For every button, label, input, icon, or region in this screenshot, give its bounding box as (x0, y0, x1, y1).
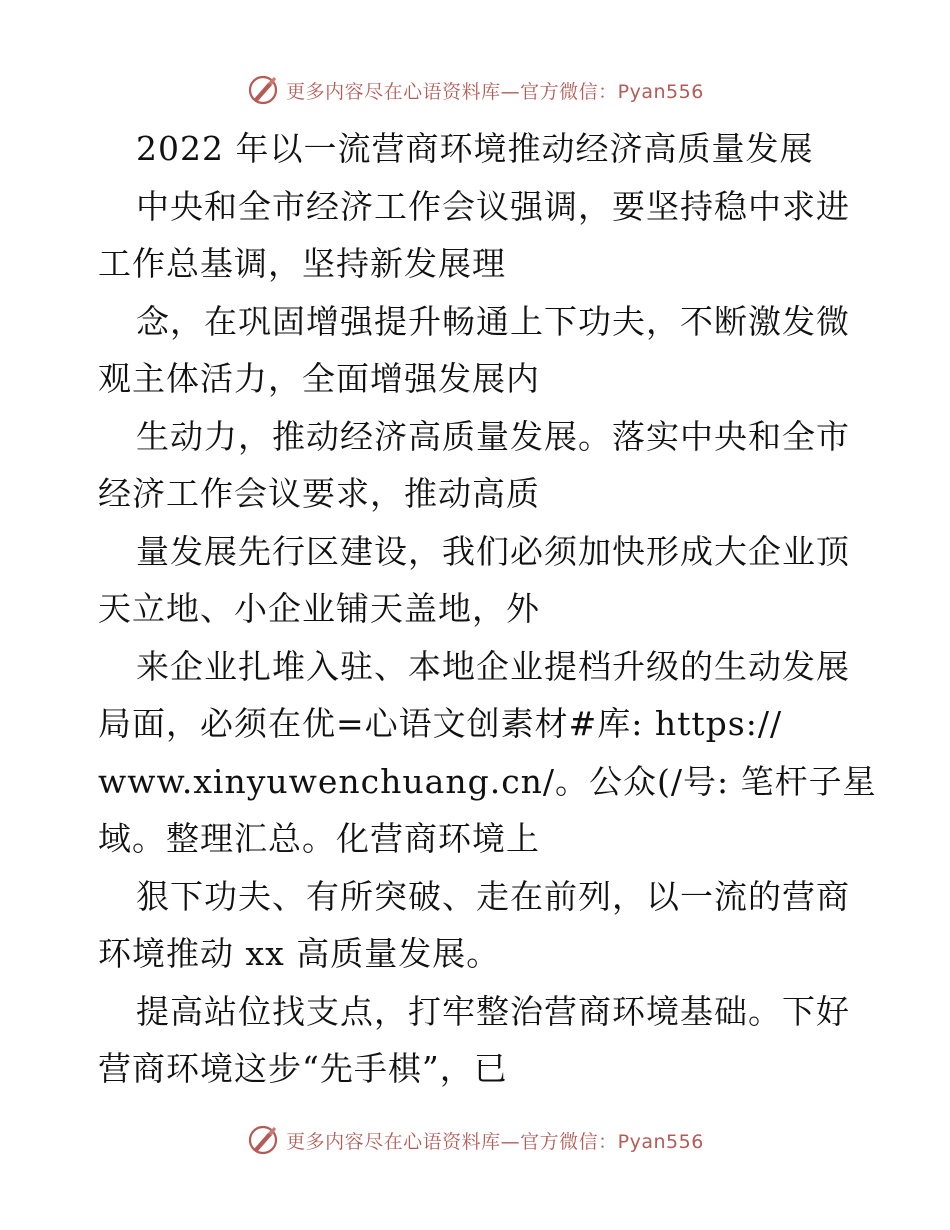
document-line: 营商环境这步“先手棋”，已 (98, 1049, 508, 1088)
document-line: www.xinyuwenchuang.cn/。公众(/号: 笔杆子星 (98, 761, 877, 801)
quill-logo-icon (246, 1123, 280, 1157)
header-banner-text (286, 77, 704, 104)
document-line: 念，在巩固增强提升畅通上下功夫，不断激发微 (136, 301, 850, 341)
document-body (98, 120, 877, 1098)
quill-logo-icon (246, 73, 280, 107)
document-line: 观主体活力，全面增强发展内 (98, 359, 540, 398)
document-line: 天立地、小企业铺天盖地，外 (98, 589, 540, 628)
document-line: 域。整理汇总。化营商环境上 (98, 819, 540, 858)
document-line: 局面，必须在优=心语文创素材#库: https:// (98, 704, 783, 743)
document-line: 提高站位找支点，打牢整治营商环境基础。下好 (136, 991, 850, 1031)
document-line: 环境推动 xx 高质量发展。 (98, 934, 501, 973)
footer-banner-separator: — (500, 1130, 521, 1153)
footer-banner-wechat: 官方微信：Pyan556 (520, 1130, 704, 1153)
document-line: 来企业扎堆入驻、本地企业提档升级的生动发展 (136, 646, 850, 686)
header-banner (0, 70, 950, 110)
document-line: 工作总基调，坚持新发展理 (98, 244, 506, 283)
document-line: 经济工作会议要求，推动高质 (98, 474, 540, 513)
document-line: 量发展先行区建设，我们必须加快形成大企业顶 (136, 531, 850, 571)
header-banner-wechat: 官方微信：Pyan556 (520, 80, 704, 103)
document-line: 生动力，推动经济高质量发展。落实中央和全市 (136, 416, 850, 456)
document-line: 中央和全市经济工作会议强调，要坚持稳中求进 (136, 186, 850, 226)
header-banner-separator: — (500, 80, 521, 103)
document-line: 2022 年以一流营商环境推动经济高质量发展 (136, 129, 814, 168)
footer-banner-text (286, 1127, 704, 1154)
document-line: 狠下功夫、有所突破、走在前列，以一流的营商 (136, 876, 850, 916)
footer-banner (0, 1120, 950, 1160)
footer-banner-main: 更多内容尽在心语资料库 (286, 1130, 501, 1153)
header-banner-main: 更多内容尽在心语资料库 (286, 80, 501, 103)
